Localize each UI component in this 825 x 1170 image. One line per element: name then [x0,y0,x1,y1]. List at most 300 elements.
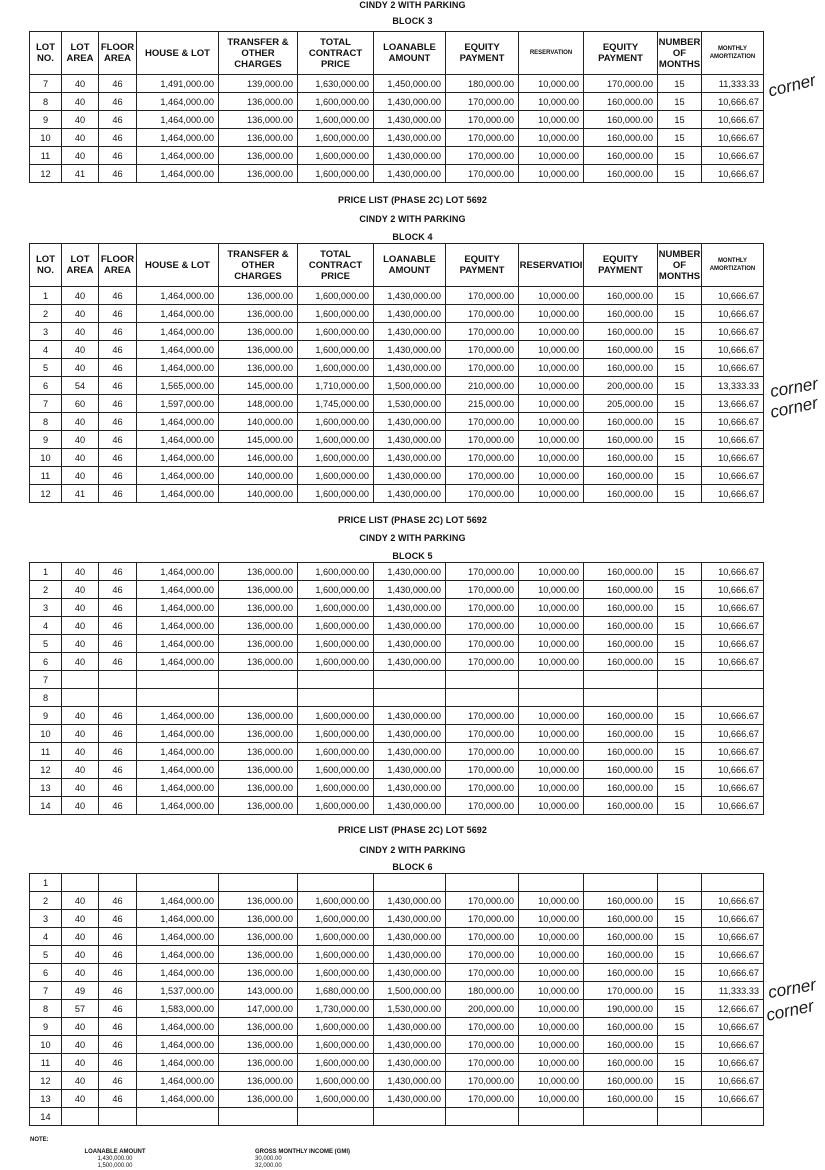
table-cell: 10,000.00 [519,982,584,1000]
footer-loanable-label: LOANABLE AMOUNT [84,1149,146,1155]
table-cell: 136,000.00 [219,1054,298,1072]
table-cell: 15 [658,563,702,581]
table-cell: 1,430,000.00 [374,653,446,671]
column-header: LOT NO. [30,32,62,75]
table-cell [374,874,446,892]
table-cell: 143,000.00 [219,982,298,1000]
table-cell [658,671,702,689]
table-cell: 46 [99,707,137,725]
table-cell: 10,000.00 [519,287,584,305]
table-cell: 10,666.67 [702,599,764,617]
table-cell: 40 [62,743,99,761]
table-cell: 10,000.00 [519,1054,584,1072]
table-cell: 40 [62,287,99,305]
table-cell: 10,666.67 [702,1036,764,1054]
table-cell: 170,000.00 [446,928,519,946]
table-cell: 11 [30,1054,62,1072]
table-cell: 160,000.00 [584,413,658,431]
table-cell: 10,666.67 [702,743,764,761]
table-cell: 160,000.00 [584,653,658,671]
table-cell: 1,600,000.00 [298,323,374,341]
table-cell: 40 [62,725,99,743]
table-cell: 12,666.67 [702,1000,764,1018]
table-cell [62,874,99,892]
table-cell: 160,000.00 [584,928,658,946]
table-cell: 136,000.00 [219,165,298,183]
table-cell: 1,600,000.00 [298,779,374,797]
table-cell [99,671,137,689]
table-cell: 46 [99,797,137,815]
table-cell [137,874,219,892]
column-header: TRANSFER & OTHER CHARGES [219,32,298,75]
table-cell: 46 [99,779,137,797]
table-cell [99,689,137,707]
table-cell: 136,000.00 [219,797,298,815]
table-cell: 46 [99,653,137,671]
table-cell: 46 [99,1000,137,1018]
table-cell: 15 [658,449,702,467]
table-row [30,467,764,485]
table-cell: 15 [658,431,702,449]
table-cell: 10,000.00 [519,75,584,93]
table-cell: 170,000.00 [446,1090,519,1108]
table-cell: 40 [62,323,99,341]
table-cell: 10,666.67 [702,563,764,581]
table-cell: 10,000.00 [519,93,584,111]
table-cell: 41 [62,485,99,503]
table-cell: 170,000.00 [446,797,519,815]
table-cell: 170,000.00 [446,449,519,467]
table-cell: 5 [30,359,62,377]
table-cell: 15 [658,725,702,743]
table-cell: 170,000.00 [446,111,519,129]
table-cell: 1,600,000.00 [298,485,374,503]
table-cell: 4 [30,617,62,635]
table-cell: 2 [30,892,62,910]
table-cell: 10,666.67 [702,581,764,599]
table-row [30,874,764,892]
table-cell: 1,430,000.00 [374,1036,446,1054]
table-cell: 15 [658,743,702,761]
table-cell: 12 [30,165,62,183]
table-cell: 40 [62,147,99,165]
handwritten-note: corner [768,393,820,422]
table-cell: 10,666.67 [702,725,764,743]
table-cell: 11 [30,743,62,761]
table-cell: 13 [30,779,62,797]
table-cell: 40 [62,946,99,964]
table-cell: 46 [99,449,137,467]
table-cell: 40 [62,1054,99,1072]
table-cell: 160,000.00 [584,111,658,129]
table-row [30,892,764,910]
table-cell: 160,000.00 [584,1036,658,1054]
table-cell: 13,666.67 [702,395,764,413]
table-cell: 160,000.00 [584,467,658,485]
table-cell: 1,464,000.00 [137,1090,219,1108]
table-cell: 160,000.00 [584,287,658,305]
table-cell: 46 [99,982,137,1000]
table-cell: 1,464,000.00 [137,305,219,323]
table-cell: 1,464,000.00 [137,1072,219,1090]
table-cell: 160,000.00 [584,1018,658,1036]
table-cell: 9 [30,431,62,449]
table-cell: 46 [99,93,137,111]
table-cell: 46 [99,467,137,485]
table-cell: 1,464,000.00 [137,599,219,617]
table-cell: 46 [99,964,137,982]
table-cell: 1,464,000.00 [137,946,219,964]
table-cell: 1,464,000.00 [137,431,219,449]
table-cell: 170,000.00 [446,323,519,341]
table-cell: 54 [62,377,99,395]
table-cell: 10,666.67 [702,707,764,725]
table-cell: 1,430,000.00 [374,563,446,581]
table-cell [137,689,219,707]
table-cell: 15 [658,93,702,111]
table-cell: 15 [658,75,702,93]
table-cell: 40 [62,707,99,725]
column-header: EQUITY PAYMENT [446,32,519,75]
table-cell: 160,000.00 [584,617,658,635]
table-cell: 1,600,000.00 [298,1072,374,1090]
table-row [30,111,764,129]
table-cell: 160,000.00 [584,147,658,165]
table-cell: 46 [99,743,137,761]
table-cell: 10,000.00 [519,485,584,503]
table-cell: 136,000.00 [219,1072,298,1090]
table-cell: 10,000.00 [519,581,584,599]
table-cell: 205,000.00 [584,395,658,413]
table-cell: 10,666.67 [702,359,764,377]
table-cell: 180,000.00 [446,982,519,1000]
table-cell: 1,600,000.00 [298,449,374,467]
table-cell: 1,464,000.00 [137,1054,219,1072]
table-cell: 46 [99,431,137,449]
table-cell: 200,000.00 [446,1000,519,1018]
table-cell: 12 [30,1072,62,1090]
table-cell: 40 [62,359,99,377]
table-cell: 170,000.00 [446,341,519,359]
table-cell: 1,464,000.00 [137,359,219,377]
table-cell [519,874,584,892]
table-cell: 10,666.67 [702,635,764,653]
table-cell: 136,000.00 [219,359,298,377]
column-header: LOT NO. [30,244,62,287]
table-cell: 9 [30,1018,62,1036]
table-cell: 1,430,000.00 [374,449,446,467]
table-cell [374,1108,446,1126]
table-cell: 170,000.00 [446,93,519,111]
table-cell: 1,430,000.00 [374,93,446,111]
column-header: TRANSFER & OTHER CHARGES [219,244,298,287]
table-cell [62,1108,99,1126]
table-cell: 160,000.00 [584,725,658,743]
table-cell: 1,430,000.00 [374,635,446,653]
column-header: EQUITY PAYMENT [584,32,658,75]
table-cell: 15 [658,485,702,503]
table-cell: 1,464,000.00 [137,323,219,341]
table-cell: 15 [658,928,702,946]
table-cell: 1,537,000.00 [137,982,219,1000]
table-cell: 40 [62,892,99,910]
table-cell: 1,730,000.00 [298,1000,374,1018]
table-cell: 1,600,000.00 [298,1054,374,1072]
table-cell: 15 [658,287,702,305]
table-cell: 40 [62,928,99,946]
table-cell: 170,000.00 [446,946,519,964]
table-row [30,743,764,761]
table-cell: 40 [62,305,99,323]
table-cell: 1,430,000.00 [374,725,446,743]
table-cell: 1,491,000.00 [137,75,219,93]
table-cell: 10,000.00 [519,1090,584,1108]
table-cell: 170,000.00 [446,1054,519,1072]
table-cell: 1,500,000.00 [374,377,446,395]
table-cell: 40 [62,467,99,485]
table-cell: 40 [62,581,99,599]
table-cell: 140,000.00 [219,467,298,485]
table-cell [446,671,519,689]
table-cell: 1,464,000.00 [137,1036,219,1054]
table-cell: 10,000.00 [519,599,584,617]
price-list-title: PRICE LIST (PHASE 2C) LOT 5692 [337,825,488,835]
table-cell: 15 [658,982,702,1000]
table-cell: 10,000.00 [519,111,584,129]
table-cell: 15 [658,377,702,395]
table-cell: 10,666.67 [702,779,764,797]
table-cell: 10,666.67 [702,1090,764,1108]
table-cell: 160,000.00 [584,323,658,341]
table-cell: 46 [99,1018,137,1036]
table-cell: 1,430,000.00 [374,1072,446,1090]
table-row [30,287,764,305]
column-header: LOANABLE AMOUNT [374,244,446,287]
table-row [30,1018,764,1036]
table-row [30,761,764,779]
table-cell: 136,000.00 [219,653,298,671]
table-cell: 5 [30,946,62,964]
table-cell: 1,430,000.00 [374,892,446,910]
table-cell: 1,600,000.00 [298,928,374,946]
table-cell: 46 [99,359,137,377]
column-header: TOTAL CONTRACT PRICE [298,32,374,75]
table-cell [137,671,219,689]
table-cell: 147,000.00 [219,1000,298,1018]
table-cell: 1 [30,287,62,305]
table-cell: 15 [658,635,702,653]
table-cell: 1,600,000.00 [298,129,374,147]
table-cell: 10,000.00 [519,635,584,653]
table-cell: 136,000.00 [219,743,298,761]
table-row [30,797,764,815]
table-cell: 1,500,000.00 [374,982,446,1000]
table-cell: 46 [99,1072,137,1090]
table-cell: 10,000.00 [519,563,584,581]
block-subtitle: CINDY 2 WITH PARKING [359,214,466,224]
table-cell: 1,430,000.00 [374,707,446,725]
table-cell: 15 [658,1000,702,1018]
column-header: LOANABLE AMOUNT [374,32,446,75]
table-cell: 1,600,000.00 [298,305,374,323]
table-cell: 46 [99,928,137,946]
table-cell: 10,000.00 [519,617,584,635]
table-cell: 10,666.67 [702,467,764,485]
table-cell: 1,600,000.00 [298,431,374,449]
handwritten-note: corner [766,70,818,101]
table-cell: 1,430,000.00 [374,165,446,183]
table-cell: 10,666.67 [702,111,764,129]
table-cell: 160,000.00 [584,599,658,617]
table-cell: 1,464,000.00 [137,413,219,431]
table-cell [658,1108,702,1126]
table-cell: 10,666.67 [702,653,764,671]
table-cell: 10,000.00 [519,928,584,946]
table-cell: 10,000.00 [519,946,584,964]
table-cell: 1,600,000.00 [298,467,374,485]
table-cell: 148,000.00 [219,395,298,413]
table-cell: 1,600,000.00 [298,653,374,671]
table-cell: 1,710,000.00 [298,377,374,395]
table-cell: 170,000.00 [446,467,519,485]
table-cell: 136,000.00 [219,1036,298,1054]
table-cell: 170,000.00 [446,431,519,449]
table-cell: 10,666.67 [702,892,764,910]
table-cell: 15 [658,761,702,779]
table-cell: 10,000.00 [519,1072,584,1090]
table-cell: 10,000.00 [519,147,584,165]
table-cell: 136,000.00 [219,761,298,779]
table-cell: 46 [99,910,137,928]
table-cell: 10,000.00 [519,761,584,779]
table-cell: 40 [62,779,99,797]
table-cell: 140,000.00 [219,485,298,503]
table-cell: 15 [658,1054,702,1072]
handwritten-note: corner [766,974,818,1003]
table-cell [584,671,658,689]
table-cell: 1,464,000.00 [137,485,219,503]
column-header: HOUSE & LOT [137,244,219,287]
table-cell: 1,600,000.00 [298,147,374,165]
table-cell [702,671,764,689]
table-cell: 10,666.67 [702,341,764,359]
table-cell: 170,000.00 [446,761,519,779]
table-cell: 136,000.00 [219,635,298,653]
table-cell: 15 [658,129,702,147]
table-row [30,147,764,165]
table-cell: 1,430,000.00 [374,964,446,982]
block-title: BLOCK 3 [392,16,433,26]
table-row [30,1036,764,1054]
table-row [30,599,764,617]
handwritten-note: corner [764,996,816,1025]
table-cell: 10,666.67 [702,287,764,305]
table-cell: 6 [30,964,62,982]
table-cell: 1,464,000.00 [137,761,219,779]
table-cell: 1,600,000.00 [298,359,374,377]
table-cell: 10,000.00 [519,431,584,449]
table-cell: 46 [99,305,137,323]
table-cell: 1,630,000.00 [298,75,374,93]
table-row [30,377,764,395]
table-cell: 46 [99,111,137,129]
table-row [30,75,764,93]
table-cell: 1,464,000.00 [137,129,219,147]
table-cell: 1 [30,563,62,581]
table-cell: 146,000.00 [219,449,298,467]
table-cell: 10,000.00 [519,725,584,743]
table-cell: 46 [99,581,137,599]
table-cell: 1,745,000.00 [298,395,374,413]
table-cell: 15 [658,964,702,982]
table-cell: 15 [658,359,702,377]
table-cell: 46 [99,946,137,964]
table-row [30,946,764,964]
table-cell: 160,000.00 [584,359,658,377]
table-cell: 170,000.00 [446,413,519,431]
table-cell: 46 [99,165,137,183]
table-cell: 1,464,000.00 [137,707,219,725]
table-cell: 160,000.00 [584,563,658,581]
table-row [30,689,764,707]
table-cell: 40 [62,635,99,653]
column-header: MONTHLY AMORTIZATION [702,244,764,287]
table-cell: 1,464,000.00 [137,653,219,671]
column-header: LOT AREA [62,244,99,287]
table-cell: 1,600,000.00 [298,413,374,431]
table-cell: 10,000.00 [519,797,584,815]
table-cell: 9 [30,111,62,129]
table-cell: 1,600,000.00 [298,563,374,581]
table-cell: 1,430,000.00 [374,928,446,946]
table-cell: 170,000.00 [446,359,519,377]
table-cell: 15 [658,653,702,671]
table-cell: 10,666.67 [702,93,764,111]
table-cell: 10,000.00 [519,323,584,341]
table-cell: 136,000.00 [219,964,298,982]
table-cell: 14 [30,797,62,815]
table-cell: 40 [62,1090,99,1108]
table-cell: 2 [30,305,62,323]
table-cell: 8 [30,413,62,431]
table-cell: 46 [99,129,137,147]
table-cell: 140,000.00 [219,413,298,431]
table-cell: 10,000.00 [519,341,584,359]
table-cell: 170,000.00 [446,725,519,743]
table-cell: 10,000.00 [519,892,584,910]
table-cell: 46 [99,599,137,617]
table-cell: 170,000.00 [446,305,519,323]
table-cell: 1,530,000.00 [374,1000,446,1018]
block-title: BLOCK 5 [392,551,433,561]
table-cell: 1,600,000.00 [298,287,374,305]
table-cell [298,874,374,892]
table-cell: 11 [30,467,62,485]
footer-gmi-label: GROSS MONTHLY INCOME (GMI) [255,1149,351,1155]
table-cell: 160,000.00 [584,743,658,761]
table-cell: 1,600,000.00 [298,964,374,982]
table-cell: 11,333.33 [702,982,764,1000]
table-cell: 1 [30,874,62,892]
table-cell: 10 [30,725,62,743]
table-cell [702,874,764,892]
table-cell: 10,000.00 [519,743,584,761]
table-header-row [30,32,764,75]
table-cell: 1,600,000.00 [298,946,374,964]
table-cell: 1,600,000.00 [298,797,374,815]
table-row [30,341,764,359]
table-row [30,449,764,467]
